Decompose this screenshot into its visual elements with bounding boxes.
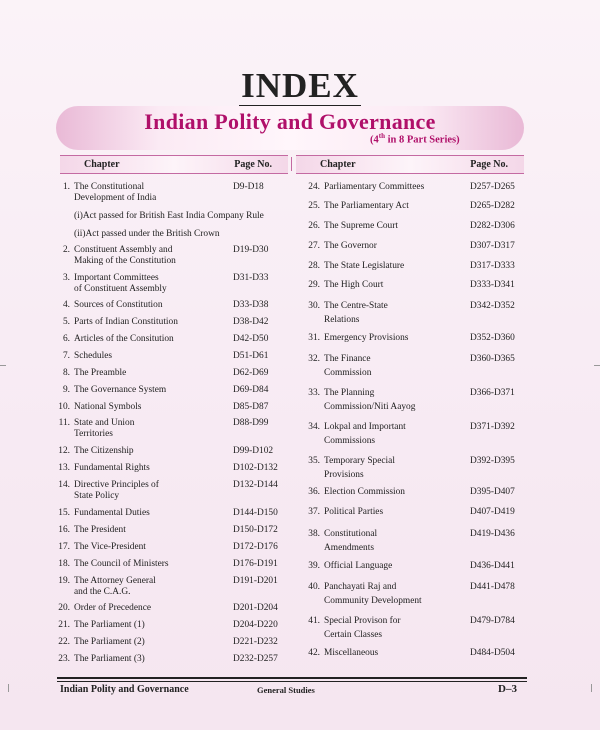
entry-title: The Constitutional Development of India [74, 182, 157, 203]
entry-page-range: D33-D38 [233, 300, 269, 310]
entry-number: 15. [58, 508, 70, 518]
entry-number: 18. [58, 559, 70, 569]
entry-title: Directive Principles of State Policy [74, 480, 159, 501]
entry-number: 33. [308, 388, 320, 398]
entry-number: 32. [308, 354, 320, 364]
entry-page-range: D201-D204 [233, 603, 278, 613]
entry-title: Official Language [324, 561, 393, 571]
entry-title: Temporary Special Provisions [324, 456, 395, 480]
entry-title: The Governance System [74, 385, 167, 395]
entry-number: 4. [62, 300, 70, 310]
header-chapter-left: Chapter [84, 159, 120, 170]
entry-title: The Parliament (3) [74, 654, 145, 664]
entry-page-range: D102-D132 [233, 463, 278, 473]
entry-page-range: D144-D150 [233, 508, 278, 518]
entry-title: Fundamental Duties [74, 508, 150, 518]
entry-page-range: D232-D257 [233, 654, 278, 664]
entry-page-range: D352-D360 [470, 333, 515, 343]
entry-title: The Governor [324, 241, 377, 251]
banner-subtitle: (4th in 8 Part Series) [370, 132, 460, 146]
entry-title: The Parliamentary Act [324, 201, 409, 211]
header-page-right: Page No. [470, 159, 508, 170]
entry-title: Sources of Constitution [74, 300, 163, 310]
entry-number: 2. [62, 245, 70, 255]
entry-number: 34. [308, 422, 320, 432]
entry-number: 6. [62, 334, 70, 344]
entry-number: 5. [62, 317, 70, 327]
entry-page-range: D436-D441 [470, 561, 515, 571]
entry-title: The Supreme Court [324, 221, 398, 231]
header-page-left: Page No. [234, 159, 272, 170]
entry-number: 23. [58, 654, 70, 664]
header-right [296, 155, 524, 174]
entry-page-range: D191-D201 [233, 576, 278, 586]
banner-title: Indian Polity and Governance [144, 109, 436, 134]
entry-title: (ii)Act passed under the British Crown [74, 229, 220, 239]
entry-page-range: D395-D407 [470, 487, 515, 497]
header-left [60, 155, 288, 174]
entry-title: Panchayati Raj and Community Development [324, 582, 422, 606]
entry-page-range: D204-D220 [233, 620, 278, 630]
entry-title: Constitutional Amendments [324, 529, 378, 553]
entry-title: State and Union Territories [74, 418, 135, 439]
footer-rule [57, 677, 527, 679]
entry-page-range: D62-D69 [233, 368, 269, 378]
entry-title: The Vice-President [74, 542, 146, 552]
entry-title: Constituent Assembly and Making of the Constitution [74, 245, 176, 266]
entry-page-range: D150-D172 [233, 525, 278, 535]
footer-page-number: D–3 [498, 683, 517, 695]
entry-title: Miscellaneous [324, 648, 379, 658]
entry-title: Order of Precedence [74, 603, 152, 613]
entry-title: Fundamental Rights [74, 463, 150, 473]
entry-page-range: D441-D478 [470, 582, 515, 592]
entry-number: 3. [62, 273, 70, 283]
entry-title: Lokpal and Important Commissions [324, 422, 406, 446]
entry-number: 8. [62, 368, 70, 378]
entry-number: 31. [308, 333, 320, 343]
entry-title: The President [74, 525, 126, 535]
entry-number: 27. [308, 241, 320, 251]
entry-title: The High Court [324, 280, 384, 290]
entry-number: 9. [62, 385, 70, 395]
header-divider [291, 157, 292, 171]
entry-page-range: D132-D144 [233, 480, 278, 490]
entry-number: 26. [308, 221, 320, 231]
entry-number: 30. [308, 301, 320, 311]
entry-number: 25. [308, 201, 320, 211]
entry-page-range: D221-D232 [233, 637, 278, 647]
entry-title: Special Provison for Certain Classes [324, 616, 401, 640]
footer-series: General Studies [257, 685, 315, 695]
crop-mark [0, 365, 6, 366]
entry-title: (i)Act passed for British East India Company Rule [74, 211, 264, 221]
entry-page-range: D371-D392 [470, 422, 515, 432]
entry-number: 38. [308, 529, 320, 539]
entry-page-range: D333-D341 [470, 280, 515, 290]
entry-page-range: D479-D784 [470, 616, 515, 626]
entry-title: Parliamentary Committees [324, 182, 425, 192]
entry-number: 19. [58, 576, 70, 586]
entry-title: Parts of Indian Constitution [74, 317, 178, 327]
entry-number: 20. [58, 603, 70, 613]
header-chapter-right: Chapter [320, 159, 356, 170]
entry-number: 10. [58, 402, 70, 412]
entry-number: 22. [58, 637, 70, 647]
entry-page-range: D317-D333 [470, 261, 515, 271]
entry-number: 28. [308, 261, 320, 271]
entry-number: 17. [58, 542, 70, 552]
entry-number: 1. [62, 182, 70, 192]
entry-page-range: D366-D371 [470, 388, 515, 398]
entry-number: 37. [308, 507, 320, 517]
page-title: INDEX [0, 66, 600, 106]
entry-number: 39. [308, 561, 320, 571]
entry-page-range: D31-D33 [233, 273, 269, 283]
crop-mark [594, 365, 600, 366]
entry-number: 14. [58, 480, 70, 490]
entry-number: 16. [58, 525, 70, 535]
entry-page-range: D265-D282 [470, 201, 515, 211]
entry-number: 36. [308, 487, 320, 497]
entry-page-range: D392-D395 [470, 456, 515, 466]
entry-title: The Centre-State Relations [324, 301, 388, 325]
entry-number: 12. [58, 446, 70, 456]
entry-page-range: D99-D102 [233, 446, 274, 456]
entry-page-range: D19-D30 [233, 245, 269, 255]
entry-page-range: D85-D87 [233, 402, 269, 412]
entry-title: The Planning Commission/Niti Aayog [324, 388, 416, 412]
entry-title: The Preamble [74, 368, 127, 378]
entry-title: Emergency Provisions [324, 333, 409, 343]
entry-page-range: D176-D191 [233, 559, 278, 569]
entry-title: The Parliament (1) [74, 620, 145, 630]
entry-number: 42. [308, 648, 320, 658]
entry-page-range: D51-D61 [233, 351, 269, 361]
entry-page-range: D172-D176 [233, 542, 278, 552]
entry-number: 21. [58, 620, 70, 630]
entry-number: 7. [62, 351, 70, 361]
entry-title: The Attorney General and the C.A.G. [74, 576, 156, 597]
footer-book-title: Indian Polity and Governance [60, 684, 189, 695]
entry-page-range: D342-D352 [470, 301, 515, 311]
entry-title: National Symbols [74, 402, 142, 412]
crop-mark [591, 684, 592, 692]
entry-title: The Finance Commission [324, 354, 372, 378]
entry-page-range: D88-D99 [233, 418, 269, 428]
entry-page-range: D484-D504 [470, 648, 515, 658]
entry-title: Important Committees of Constituent Assembly [74, 273, 167, 294]
entry-number: 11. [58, 418, 70, 428]
entry-page-range: D257-D265 [470, 182, 515, 192]
entry-title: Articles of the Consitution [74, 334, 174, 344]
entry-page-range: D282-D306 [470, 221, 515, 231]
entry-number: 41. [308, 616, 320, 626]
entry-title: Schedules [74, 351, 113, 361]
entry-title: The State Legislature [324, 261, 405, 271]
entry-page-range: D360-D365 [470, 354, 515, 364]
entry-page-range: D307-D317 [470, 241, 515, 251]
entry-number: 29. [308, 280, 320, 290]
entry-page-range: D38-D42 [233, 317, 269, 327]
entry-page-range: D42-D50 [233, 334, 269, 344]
entry-title: Election Commission [324, 487, 405, 497]
entry-title: Political Parties [324, 507, 384, 517]
entry-number: 35. [308, 456, 320, 466]
crop-mark [8, 684, 9, 692]
entry-number: 40. [308, 582, 320, 592]
footer-rule-thin [57, 681, 527, 682]
entry-title: The Parliament (2) [74, 637, 145, 647]
entry-page-range: D9-D18 [233, 182, 264, 192]
entry-number: 13. [58, 463, 70, 473]
entry-page-range: D407-D419 [470, 507, 515, 517]
entry-title: The Citizenship [74, 446, 134, 456]
entry-number: 24. [308, 182, 320, 192]
entry-page-range: D69-D84 [233, 385, 269, 395]
entry-title: The Council of Ministers [74, 559, 169, 569]
entry-page-range: D419-D436 [470, 529, 515, 539]
